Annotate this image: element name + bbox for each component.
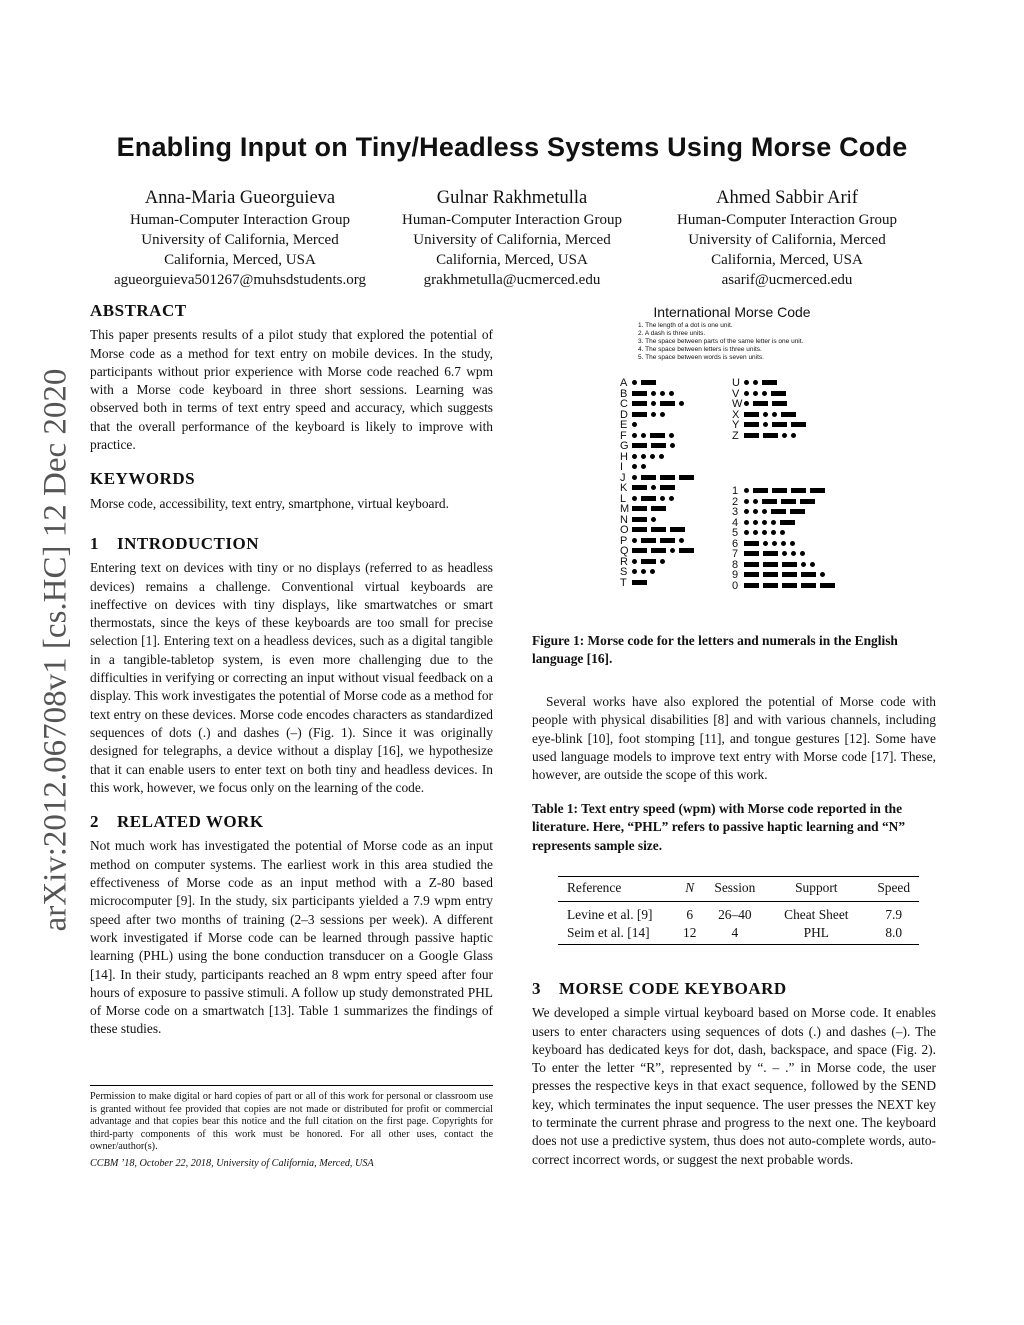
morse-char: I [620, 461, 624, 473]
morse-dot [762, 530, 767, 535]
morse-symbols [632, 506, 670, 516]
morse-dash [744, 412, 759, 417]
morse-dash [791, 488, 806, 493]
morse-dot [772, 412, 777, 417]
table-row [558, 902, 919, 925]
morse-dash [632, 548, 647, 553]
morse-dot [632, 380, 637, 385]
morse-char: 2 [732, 495, 739, 508]
figure-morse-chart [612, 296, 852, 606]
morse-dot [632, 464, 637, 469]
morse-dot [632, 559, 637, 564]
morse-dot [753, 509, 758, 514]
permission-text: Permission to make digital or hard copies of part or all of this work for personal or classroom use is granted without fee provided that copies are not made or distributed for profit or commercial advantage and that copies bear this notice and the full citation on the first page. Copyrights for third-party components of this work must be honored. For all other uses, contact the owner/author(s). [90, 1091, 493, 1152]
morse-char: Q [620, 545, 629, 557]
rule-3: 3. The space between parts of the same letter is one unit. [638, 338, 804, 345]
rule-4: 4. The space between letters is three units. [638, 346, 762, 353]
morse-dot [651, 517, 656, 522]
table-cell: 26–40 [718, 907, 752, 922]
morse-dash [763, 433, 778, 438]
left-column [90, 302, 493, 1039]
section-number: 2 [90, 812, 99, 832]
morse-dash [763, 562, 778, 567]
figure-title: International Morse Code [653, 304, 811, 320]
rule-5: 5. The space between words is seven units. [638, 354, 764, 361]
morse-dot [753, 520, 758, 525]
morse-dot [641, 454, 646, 459]
morse-dash [800, 499, 815, 504]
morse-char: E [620, 419, 628, 431]
morse-dash [632, 401, 647, 406]
author-email: agueorguieva501267@muhsdstudents.org [114, 272, 366, 288]
table-header-row [558, 877, 919, 902]
morse-symbols [632, 496, 678, 506]
table-cell: 6 [686, 907, 694, 922]
morse-dash [651, 506, 666, 511]
morse-dot [762, 509, 767, 514]
morse-dot [632, 569, 637, 574]
morse-symbols [632, 464, 650, 474]
morse-dash [744, 583, 759, 588]
morse-char: J [620, 471, 626, 484]
morse-symbols [632, 538, 688, 548]
author-block-2 [362, 186, 662, 290]
morse-char: R [620, 555, 628, 568]
morse-dash [753, 488, 768, 493]
morse-char: L [620, 492, 627, 505]
morse-symbols [632, 527, 689, 537]
section-1-heading [90, 535, 493, 553]
morse-dash [771, 391, 786, 396]
morse-dot [800, 551, 805, 556]
morse-dot [782, 433, 787, 438]
section-1-text: Entering text on devices with tiny or no displays (referred to as headless devices) remains a challenge. Conventional virtual keyboards are ineffective on devices with tiny displays, like smartwatches or smart thermostats, since the keys of these keyboards are too small for precise selection [1]. Entering text on a headless devices, such as a digital tangible in a tangible-tabletop system, is even more challenging due to the difficulties in verifying or correcting an input without visual feedback on a display. This work investigates the potential of Morse code as a method for text entry on these devices. Morse code encodes characters as standardized sequences of dots (.) and dashes (–) (Fig. 1). Since it was originally designed for telegraphs, a device without a display [16], we hypothesize that it can enable users to enter text on both tiny and headless devices. In this work, however, we focus only on the learning of the code. [90, 560, 493, 795]
morse-dash [641, 380, 656, 385]
morse-symbols [632, 580, 651, 590]
morse-dot [744, 380, 749, 385]
morse-dash [810, 488, 825, 493]
morse-dash [632, 580, 647, 585]
table-row [558, 924, 919, 945]
morse-dot [763, 422, 768, 427]
morse-char: Z [732, 429, 739, 442]
section-3-text: We developed a simple virtual keyboard based on Morse code. It enables users to enter characters using sequences of dots (.) and dashes (–). The keyboard has dedicated keys for dot, dash, backspace, and space (Fig. 2). To enter the letter “R”, represented by “. – .” in Morse code, the user presses the respective keys in that exact sequence, followed by the SEND key, which terminates the input sequence. The user presses the NEXT key to terminate the current phrase and progress to the next one. The keyboard does not use a predictive system, thus does not auto-complete words, auto-correct incorrect words, or suggest the next probable words. [532, 1005, 936, 1167]
morse-char: P [620, 534, 628, 547]
morse-char: H [620, 450, 628, 463]
morse-char: D [620, 408, 628, 421]
morse-dot [744, 391, 749, 396]
morse-dash [632, 391, 647, 396]
morse-dot [820, 572, 825, 577]
author-university: University of California, Merced [141, 232, 339, 248]
morse-dash [753, 401, 768, 406]
section-number: 3 [532, 979, 541, 998]
morse-char: Y [732, 419, 740, 431]
morse-dash [744, 572, 759, 577]
morse-dot [651, 401, 656, 406]
morse-char: X [732, 408, 740, 421]
table-header: Session [705, 877, 764, 902]
morse-dot [651, 412, 656, 417]
morse-dash [650, 433, 665, 438]
morse-dash [772, 422, 787, 427]
figure-caption: Figure 1: Morse code for the letters and numerals in the English language [16]. [532, 633, 898, 667]
morse-symbols [744, 530, 789, 540]
morse-symbols [744, 572, 829, 582]
footnote-rule [90, 1085, 493, 1086]
morse-symbols [744, 433, 800, 443]
morse-symbols [632, 517, 660, 527]
morse-symbols [632, 443, 679, 453]
morse-char: 6 [732, 537, 739, 550]
morse-dot [641, 569, 646, 574]
section-title: INTRODUCTION [117, 533, 260, 553]
table-cell: Levine et al. [9] [567, 907, 653, 922]
author-block-1 [90, 186, 390, 290]
morse-symbols [632, 475, 698, 485]
morse-char: B [620, 387, 628, 400]
abstract-heading: ABSTRACT [90, 301, 187, 320]
morse-dash [632, 517, 647, 522]
morse-dash [679, 548, 694, 553]
author-location: California, Merced, USA [436, 252, 588, 268]
morse-dot [660, 391, 665, 396]
author-affiliation: Human-Computer Interaction Group [402, 212, 622, 228]
morse-dot [762, 520, 767, 525]
morse-dash [660, 485, 675, 490]
footnote [90, 1091, 493, 1170]
morse-symbols [632, 485, 679, 495]
morse-dot [632, 433, 637, 438]
morse-symbols [744, 488, 829, 498]
morse-dot [771, 530, 776, 535]
author-location: California, Merced, USA [711, 252, 863, 268]
morse-char: S [620, 566, 628, 578]
morse-dot [632, 422, 637, 427]
table-cell: 8.0 [868, 924, 919, 945]
morse-symbols [632, 391, 678, 401]
morse-dash [744, 562, 759, 567]
abstract-text: This paper presents results of a pilot study that explored the potential of Morse code as a method for text entry on mobile devices. In the study, participants without prior experience with Morse code reached 6.7 wpm with a Morse code keyboard in three short sessions. Learning was observed both in terms of text entry speed and accuracy, which suggests that the overall performance of the keyboard is likely to improve with practice. [90, 327, 493, 453]
morse-dash [762, 499, 777, 504]
table-cell: Seim et al. [14] [558, 924, 674, 945]
morse-dot [651, 485, 656, 490]
morse-dash [790, 509, 805, 514]
morse-dash [781, 499, 796, 504]
morse-symbols [632, 433, 678, 443]
morse-dash [781, 412, 796, 417]
section-title: RELATED WORK [117, 812, 264, 832]
venue-text: CCBM ’18, October 22, 2018, University of California, Merced, USA [90, 1157, 374, 1169]
morse-dot [782, 551, 787, 556]
morse-symbols [744, 401, 791, 411]
morse-char: N [620, 513, 628, 526]
table-header: Reference [558, 877, 674, 902]
section-2-text: Not much work has investigated the potential of Morse code as an input method on computer systems. The earliest work in this area studied the effectiveness of Morse code as an input method with a Z-80 based microcomputer [9]. In the study, six participants yielded a 7.9 wpm entry speed after two months of training (2–3 sessions per week). A different work investigated if Morse code can be learned through passive haptic learning (PHL) using the bone conduction transducer on a Google Glass [14]. In their study, participants reached an 8 wpm entry speed after four hours of exposure to passive stimuli. A follow up study demonstrated PHL of Morse code on a smartwatch [13]. Table 1 summarizes the findings of these studies. [90, 838, 493, 1037]
morse-dash [632, 506, 647, 511]
morse-dash [744, 541, 759, 546]
morse-symbols [744, 541, 799, 551]
morse-symbols [632, 380, 660, 390]
author-university: University of California, Merced [413, 232, 611, 248]
morse-dash [772, 401, 787, 406]
morse-char: V [732, 387, 740, 400]
morse-dash [782, 583, 797, 588]
morse-dot [771, 520, 776, 525]
morse-dash [632, 412, 647, 417]
morse-dot [650, 454, 655, 459]
morse-dash [651, 527, 666, 532]
morse-dot [632, 538, 637, 543]
morse-dash [782, 562, 797, 567]
section-3 [532, 980, 936, 1169]
morse-dash [763, 583, 778, 588]
table-caption: Table 1: Text entry speed (wpm) with Morse code reported in the literature. Here, “PHL” refers to passive haptic learning and “N” represents sample size. [532, 801, 906, 853]
arxiv-id: arXiv:2012.06708v1 [cs.HC] 12 Dec 2020 [37, 368, 74, 932]
morse-symbols [744, 551, 809, 561]
author-affiliation: Human-Computer Interaction Group [130, 212, 350, 228]
right-paragraph-1: Several works have also explored the potential of Morse code with people with physical disabilities [8] and with various channels, including eye-blink [10], foot stomping [11], and tongue gestures [12]. Some have used language models to improve text entry with Morse code [17]. These, however, are outside the scope of this work. [532, 694, 936, 783]
morse-char: 5 [732, 527, 739, 539]
morse-symbols [744, 499, 819, 509]
morse-dot [641, 433, 646, 438]
morse-symbols [632, 559, 669, 569]
morse-dash [660, 401, 675, 406]
morse-char: M [620, 503, 630, 515]
morse-dash [641, 496, 656, 501]
morse-dot [669, 496, 674, 501]
morse-symbols [632, 454, 668, 464]
morse-symbols [744, 509, 809, 519]
morse-dash [744, 422, 759, 427]
section-number: 1 [90, 533, 99, 553]
table-cell: PHL [764, 924, 868, 945]
keywords-heading: KEYWORDS [90, 469, 196, 489]
table-cell: Cheat Sheet [784, 907, 849, 922]
morse-symbols [632, 569, 659, 579]
morse-dot [660, 412, 665, 417]
morse-char: 3 [732, 506, 739, 518]
morse-dash [632, 443, 647, 448]
morse-dot [670, 443, 675, 448]
morse-symbols [632, 422, 641, 432]
morse-dot [651, 391, 656, 396]
morse-dot [753, 530, 758, 535]
morse-dot [753, 499, 758, 504]
rule-1: 1. The length of a dot is one unit. [638, 322, 733, 329]
morse-char: 8 [732, 558, 739, 571]
arxiv-sidebar [26, 350, 86, 950]
morse-dot [641, 464, 646, 469]
morse-dash [670, 527, 685, 532]
morse-dash [641, 475, 656, 480]
morse-dash [801, 572, 816, 577]
morse-dot [679, 538, 684, 543]
morse-dash [771, 509, 786, 514]
morse-dash [763, 551, 778, 556]
morse-symbols [744, 391, 790, 401]
morse-char: 0 [732, 579, 739, 592]
morse-dot [762, 391, 767, 396]
morse-dot [781, 541, 786, 546]
morse-char: O [620, 524, 629, 536]
morse-symbols [744, 520, 799, 530]
morse-symbols [632, 401, 688, 411]
morse-dot [660, 496, 665, 501]
author-email: asarif@ucmerced.edu [721, 272, 853, 288]
section-title: MORSE CODE KEYBOARD [559, 979, 787, 998]
author-email: grakhmetulla@ucmerced.edu [423, 272, 601, 288]
morse-symbols [744, 412, 800, 422]
morse-dot [632, 475, 637, 480]
section-2-heading [90, 813, 493, 831]
morse-char: 9 [732, 569, 739, 581]
figure-rules [638, 322, 803, 362]
morse-dot [744, 530, 749, 535]
author-location: California, Merced, USA [164, 252, 316, 268]
morse-symbols [744, 422, 810, 432]
paper-title: Enabling Input on Tiny/Headless Systems Using Morse Code [116, 132, 908, 162]
section-3-heading [532, 980, 936, 998]
morse-char: G [620, 440, 629, 452]
morse-dash [744, 551, 759, 556]
morse-dot [744, 488, 749, 493]
morse-dot [791, 551, 796, 556]
morse-dot [772, 541, 777, 546]
morse-symbols [744, 562, 819, 572]
morse-dash [801, 583, 816, 588]
morse-dot [744, 520, 749, 525]
morse-dash [632, 485, 647, 490]
table-cell: 4 [705, 924, 764, 945]
morse-dot [810, 562, 815, 567]
table-header: Support [764, 877, 868, 902]
morse-symbols [632, 548, 698, 558]
morse-char: 1 [732, 485, 739, 497]
morse-dot [660, 559, 665, 564]
morse-dash [780, 520, 795, 525]
morse-dot [669, 391, 674, 396]
table-cell: 12 [674, 924, 705, 945]
morse-char: C [620, 398, 628, 410]
author-name: Ahmed Sabbir Arif [716, 188, 858, 208]
morse-dash [660, 538, 675, 543]
morse-dash [791, 422, 806, 427]
morse-dot [791, 433, 796, 438]
morse-char: W [732, 398, 743, 410]
morse-dash [641, 538, 656, 543]
morse-char: F [620, 429, 627, 442]
morse-dash [651, 548, 666, 553]
morse-dash [660, 475, 675, 480]
author-block-3 [637, 186, 937, 290]
morse-symbols [632, 412, 669, 422]
morse-dot [669, 433, 674, 438]
morse-dot [632, 496, 637, 501]
morse-dot [753, 391, 758, 396]
morse-dot [679, 401, 684, 406]
author-name: Gulnar Rakhmetulla [436, 188, 588, 208]
morse-char: 7 [732, 548, 739, 560]
author-affiliation: Human-Computer Interaction Group [677, 212, 897, 228]
author-university: University of California, Merced [688, 232, 886, 248]
morse-char: U [732, 377, 740, 389]
morse-char: A [620, 377, 628, 389]
morse-dot [632, 454, 637, 459]
morse-dot [801, 562, 806, 567]
table-cell: 7.9 [885, 907, 903, 922]
morse-char: T [620, 576, 627, 589]
morse-dot [650, 569, 655, 574]
morse-dot [744, 499, 749, 504]
table-header: N [674, 877, 705, 902]
rule-2: 2. A dash is three units. [638, 330, 706, 337]
morse-char: K [620, 482, 628, 494]
morse-dash [820, 583, 835, 588]
morse-dash [762, 380, 777, 385]
keywords-text: Morse code, accessibility, text entry, smartphone, virtual keyboard. [90, 495, 449, 511]
morse-dot [763, 541, 768, 546]
morse-dot [753, 380, 758, 385]
morse-dash [641, 559, 656, 564]
morse-symbols [744, 380, 781, 390]
morse-dash [679, 475, 694, 480]
morse-dot [744, 401, 749, 406]
morse-dot [659, 454, 664, 459]
morse-symbols [744, 583, 839, 593]
author-name: Anna-Maria Gueorguieva [144, 188, 336, 208]
morse-dash [744, 433, 759, 438]
morse-dash [763, 572, 778, 577]
morse-dash [632, 527, 647, 532]
table-header: Speed [868, 877, 919, 902]
morse-dash [782, 572, 797, 577]
morse-dot [670, 548, 675, 553]
morse-dot [763, 412, 768, 417]
morse-dot [790, 541, 795, 546]
morse-dash [651, 443, 666, 448]
morse-dot [744, 509, 749, 514]
table-1 [558, 876, 919, 945]
morse-char: 4 [732, 516, 739, 529]
morse-dot [780, 530, 785, 535]
morse-dash [772, 488, 787, 493]
